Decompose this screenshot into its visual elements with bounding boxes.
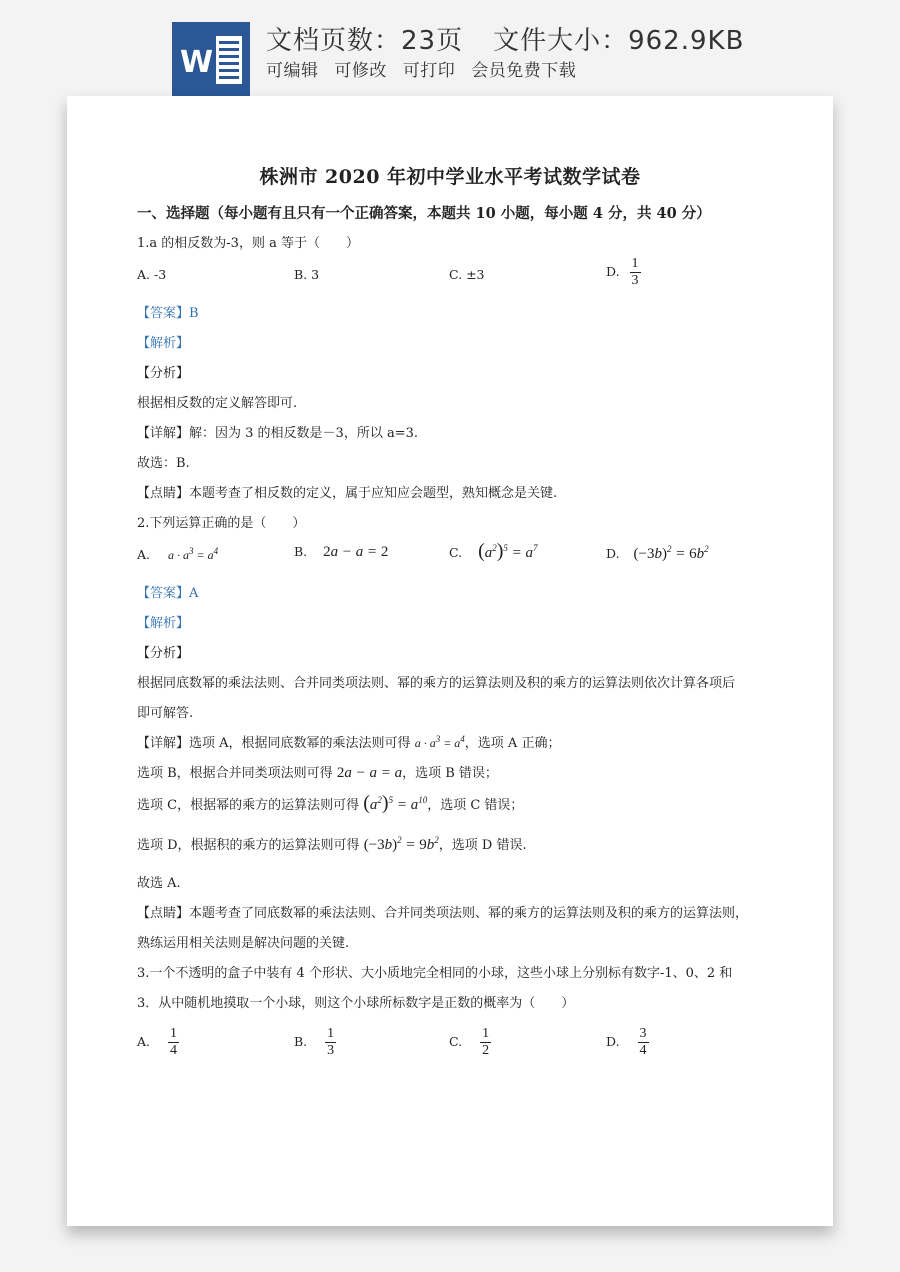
q1-option-d: D. $\frac{1}{3}$	[606, 256, 639, 289]
feature-modifiable: 可修改	[334, 61, 387, 81]
q3-option-d: D. $\frac{3}{4}$	[606, 1026, 647, 1059]
q2-detail-c: 选项 C，根据幂的乘方的运算法则可得 $(a^2)^5 = a^{10}$，选项 C 错误；	[137, 792, 524, 814]
word-document-icon	[172, 22, 250, 96]
q2-jiexi: 【解析】	[137, 616, 190, 631]
q2-option-a: A. $a \cdot a^3 = a^4$	[137, 546, 219, 562]
q3-stem-1: 3.一个不透明的盒子中装有 4 个形状、大小质地完全相同的小球，这些小球上分别标有数字-1、0、2 和	[137, 966, 733, 981]
q1-option-b: B. 3	[294, 267, 320, 282]
page-count: 文档页数：23页	[266, 26, 464, 56]
q1-option-c: C. ±3	[449, 267, 485, 282]
q3-option-c: C. $\frac{1}{2}$	[449, 1026, 490, 1059]
feature-member-download: 会员免费下载	[471, 61, 577, 81]
q1-conclusion: 故选：B.	[137, 456, 190, 471]
q1-answer: 【答案】B	[137, 306, 199, 321]
q2-detail-d: 选项 D，根据积的乘方的运算法则可得 $(-3b)^2 = 9b^2$，选项 D 错误.	[137, 835, 527, 853]
header-banner	[0, 0, 900, 96]
q3-option-b: B. $\frac{1}{3}$	[294, 1026, 335, 1059]
file-size: 文件大小：962.9KB	[493, 26, 745, 56]
q2-option-d: D. $(-3b)^2 = 6b^2$	[606, 544, 709, 562]
feature-editable: 可编辑	[266, 61, 319, 81]
q2-dianjing-1: 【点睛】本题考查了同底数幂的乘法法则、合并同类项法则、幂的乘方的运算法则及积的乘方的运算法则，	[137, 906, 749, 921]
file-info-line	[266, 20, 744, 57]
svg-text:W: W	[180, 45, 214, 80]
q2-detail-b: 选项 B，根据合并同类项法则可得 2a − a = a，选项 B 错误；	[137, 765, 498, 781]
section-heading: 一、选择题（每小题有且只有一个正确答案，本题共 10 小题，每小题 4 分，共 40 分）	[137, 205, 711, 222]
q1-option-a: A. -3	[137, 267, 167, 282]
document-page	[67, 96, 833, 1226]
q3-stem-2: 3．从中随机地摸取一个小球，则这个小球所标数字是正数的概率为（ ）	[137, 996, 575, 1011]
doc-title: 株洲市 2020 年初中学业水平考试数学试卷	[259, 166, 641, 188]
q2-fenxi-text-2: 即可解答.	[137, 706, 194, 721]
feature-printable: 可打印	[402, 61, 456, 81]
feature-list	[266, 56, 586, 81]
q2-fenxi: 【分析】	[137, 646, 190, 661]
q2-answer: 【答案】A	[137, 586, 199, 601]
q2-dianjing-2: 熟练运用相关法则是解决问题的关键.	[137, 936, 350, 951]
fraction: $\frac{1}{3}$	[631, 256, 639, 289]
q1-fenxi: 【分析】	[137, 366, 190, 381]
q1-fenxi-text: 根据相反数的定义解答即可.	[137, 396, 298, 411]
q2-option-c: C. $(a^2)^5 = a^7$	[449, 540, 538, 562]
q1-dianjing: 【点睛】本题考查了相反数的定义，属于应知应会题型，熟知概念是关键.	[137, 486, 558, 501]
q2-stem: 2.下列运算正确的是（ ）	[137, 516, 306, 531]
q2-detail-a: 【详解】选项 A，根据同底数幂的乘法法则可得 $a \cdot a^3 = a^4$，选项 A 正确；	[137, 734, 561, 751]
q1-xiangjie: 【详解】解：因为 3 的相反数是－3，所以 a=3.	[137, 426, 419, 441]
q2-fenxi-text-1: 根据同底数幂的乘法法则、合并同类项法则、幂的乘方的运算法则及积的乘方的运算法则依次计算各项后	[137, 676, 736, 691]
q2-conclusion: 故选 A.	[137, 876, 181, 891]
q1-stem: 1.a 的相反数为-3，则 a 等于（ ）	[137, 236, 359, 251]
q1-jiexi: 【解析】	[137, 336, 190, 351]
q3-option-a: A. $\frac{1}{4}$	[137, 1026, 177, 1059]
q2-option-b: B. 2a − a = 2	[294, 544, 389, 560]
